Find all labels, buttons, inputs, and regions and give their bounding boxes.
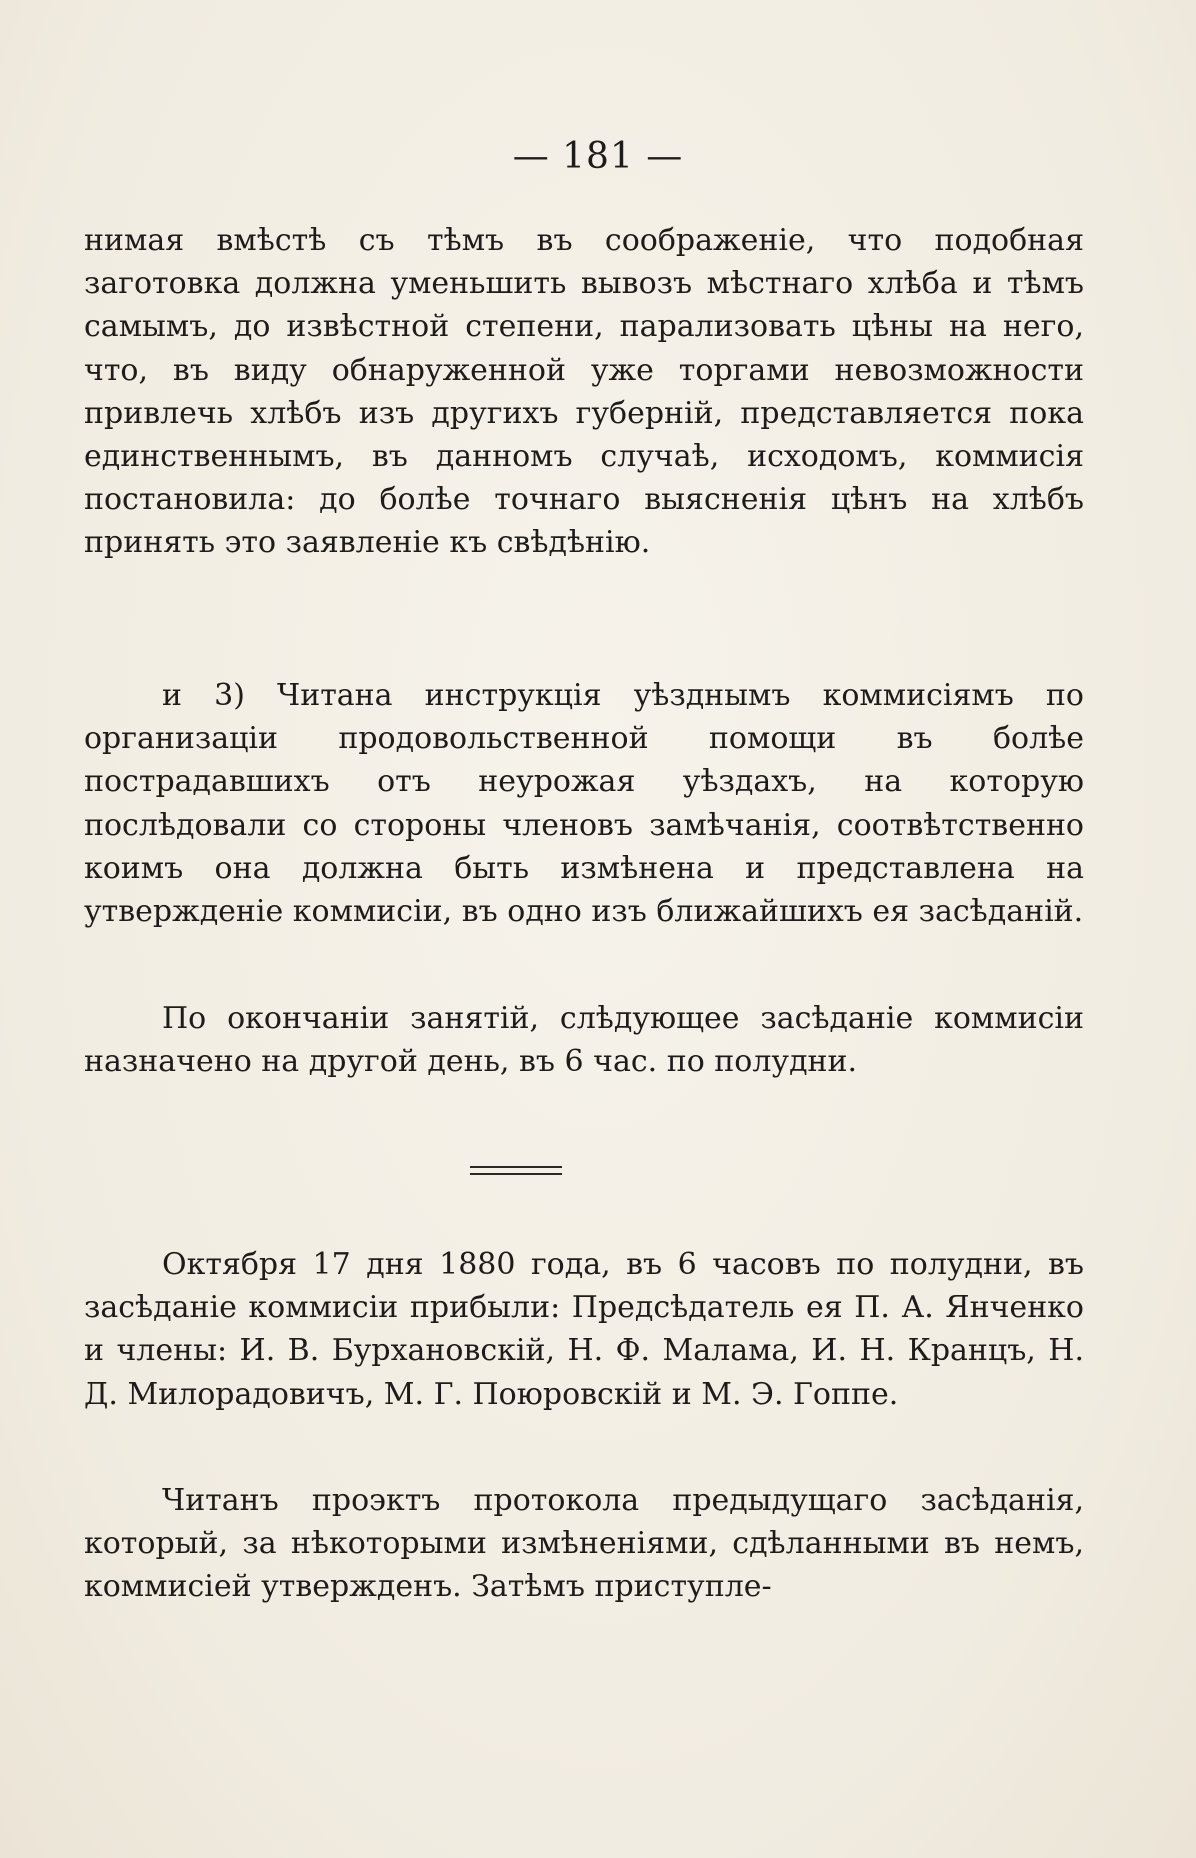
paragraph-item-3-instruction: и 3) Читана инструкція уѣзднымъ коммисіямъ по организаціи продовольственной помощи въ болѣе пострадавшихъ отъ неурожая уѣздахъ, на которую послѣдовали со стороны членовъ замѣчанія, соотвѣтственно коимъ она должна быть измѣнена и представлена на утвержденіе коммисіи, въ одно изъ ближайшихъ ея засѣданій.	[84, 678, 1084, 930]
paragraph-continuation: нимая вмѣстѣ съ тѣмъ въ соображеніе, что подобная заготовка должна уменьшить вывозъ мѣстнаго хлѣба и тѣмъ самымъ, до извѣстной степени, парализовать цѣны на него, что, въ виду обнаруженной уже торгами невозможности привлечь хлѣбъ изъ другихъ губерній, представляется пока единственнымъ, въ данномъ случаѣ, исходомъ, коммисія постановила: до болѣе точнаго выясненія цѣнъ на хлѣбъ принять это заявленіе къ свѣдѣнію.	[84, 223, 1084, 561]
page-number: — 181 —	[512, 136, 684, 177]
paragraph-protocol-approval: Читанъ проэктъ протокола предыдущаго засѣданія, который, за нѣкоторыми измѣненіями, сдѣланными въ немъ, коммисіей утвержденъ. Затѣмъ приступле-	[84, 1483, 1084, 1605]
paragraph-closing-session: По окончаніи занятій, слѣдующее засѣданіе коммисіи назначено на другой день, въ 6 час. по полудни.	[84, 1001, 1084, 1080]
section-divider	[470, 1166, 562, 1175]
paragraph-session-opening: Октября 17 дня 1880 года, въ 6 часовъ по полудни, въ засѣданіе коммисіи прибыли: Предсѣдатель ея П. А. Янченко и члены: И. В. Бурхановскій, Н. Ф. Малама, И. Н. Кранцъ, Н. Д. Милорадовичъ, М. Г. Поюровскій и М. Э. Гоппе.	[84, 1247, 1084, 1412]
